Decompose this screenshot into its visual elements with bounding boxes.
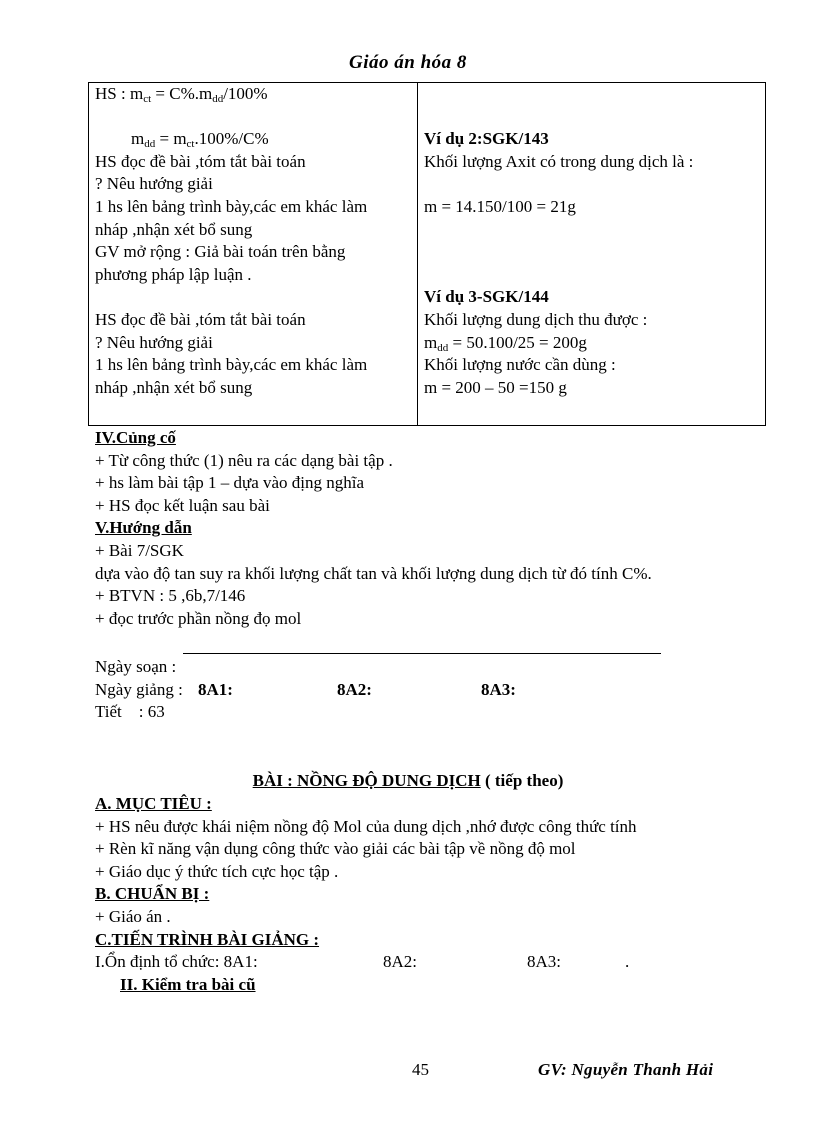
left-line: phương pháp lập luận . — [95, 264, 252, 284]
list-item: + HS nêu được khái niệm nồng độ Mol của dung dịch ,nhớ được công thức tính — [95, 816, 637, 836]
section-cungco — [95, 427, 785, 630]
tiet: Tiết : 63 — [95, 702, 165, 722]
formula-mdd: $m_{dd} = m_{ct}.100\%/C\%$ — [131, 129, 269, 151]
example-3-title: Ví dụ 3-SGK/144 — [424, 287, 549, 307]
right-line: m = 14.150/100 = 21g — [424, 196, 576, 216]
left-line: HS đọc đề bài ,tóm tắt bài toán — [95, 309, 306, 329]
ondinh-8a3: 8A3: — [527, 952, 561, 971]
ondinh-row — [95, 951, 629, 974]
ngay-giang-label: Ngày giảng : — [95, 679, 183, 699]
list-item: + BTVN : 5 ,6b,7/146 — [95, 586, 246, 606]
left-line: GV mở rộng : Giả bài toán trên bằng — [95, 242, 346, 262]
list-item: + Giáo án . — [95, 906, 171, 926]
left-line: ? Nêu hướng giải — [95, 174, 213, 194]
ondinh-8a2: 8A2: — [383, 952, 417, 971]
left-line: 1 hs lên bảng trình bày,các em khác làm — [95, 355, 368, 375]
left-line: nháp ,nhận xét bổ sung — [95, 377, 253, 397]
lesson-title: BÀI : NỒNG ĐỘ DUNG DỊCH ( tiếp theo) — [252, 771, 564, 790]
cungco-heading: IV.Củng cố — [95, 428, 176, 447]
table-left-cell — [89, 83, 418, 426]
lesson-table — [88, 82, 766, 426]
lesson-body — [95, 793, 785, 951]
class-8a3: 8A3: — [481, 679, 516, 699]
list-item: + Từ công thức (1) nêu ra các dạng bài tập . — [95, 450, 393, 470]
divider — [183, 653, 661, 654]
lesson-meta — [95, 656, 785, 724]
right-line: Khối lượng dung dịch thu được : — [424, 309, 648, 329]
right-line: m = 200 – 50 =150 g — [424, 377, 567, 397]
footer-author: GV: Nguyễn Thanh Hải — [538, 1060, 714, 1079]
list-item: + hs làm bài tập 1 – dựa vào địng nghĩa — [95, 473, 365, 493]
right-line: Khối lượng nước cần dùng : — [424, 355, 616, 375]
ondinh-dot: . — [625, 952, 630, 971]
huongdan-heading: V.Hướng dẫn — [95, 518, 192, 538]
ondinh-label: I.Ổn định tổ chức: 8A1: — [95, 952, 258, 971]
list-item: + Rèn kĩ năng vận dụng công thức vào giải các bài tập về nồng độ mol — [95, 839, 576, 859]
chuanbi-heading: B. CHUẨN BỊ : — [95, 884, 210, 904]
right-line: Khối lượng Axit có trong dung dịch là : — [424, 151, 694, 171]
class-8a2: 8A2: — [337, 679, 372, 699]
left-line: 1 hs lên bảng trình bày,các em khác làm — [95, 196, 368, 216]
table-right-cell — [418, 83, 766, 426]
class-8a1: 8A1: — [198, 679, 233, 699]
ngay-giang-row — [95, 679, 785, 702]
kiemtra-heading: II. Kiểm tra bài cũ — [120, 975, 256, 994]
formula-mct: HS : $m_{ct} = C\%.m_{dd}/100\%$ — [95, 84, 268, 105]
example-2-title: Ví dụ 2:SGK/143 — [424, 129, 549, 149]
left-line: ? Nêu hướng giải — [95, 332, 213, 352]
formula-mdd-result: $m_{dd} = 50.100/25 = 200g$ — [424, 332, 587, 354]
list-item: + Bài 7/SGK — [95, 540, 184, 560]
list-item: dựa vào độ tan suy ra khối lượng chất tan và khối lượng dung dịch từ đó tính C%. — [95, 563, 652, 583]
page-number: 45 — [412, 1060, 429, 1079]
page-header-title: Giáo án hóa 8 — [349, 52, 467, 73]
left-line: nháp ,nhận xét bổ sung — [95, 219, 253, 239]
ngay-soan: Ngày soạn : — [95, 657, 177, 676]
left-line: HS đọc đề bài ,tóm tắt bài toán — [95, 151, 306, 171]
muctieu-heading: A. MỤC TIÊU : — [95, 794, 212, 813]
list-item: + Giáo dục ý thức tích cực học tập . — [95, 861, 339, 881]
list-item: + đọc trước phần nồng đọ mol — [95, 608, 302, 628]
tientrinh-heading: C.TIẾN TRÌNH BÀI GIẢNG : — [95, 929, 320, 949]
list-item: + HS đọc kết luận sau bài — [95, 495, 270, 515]
